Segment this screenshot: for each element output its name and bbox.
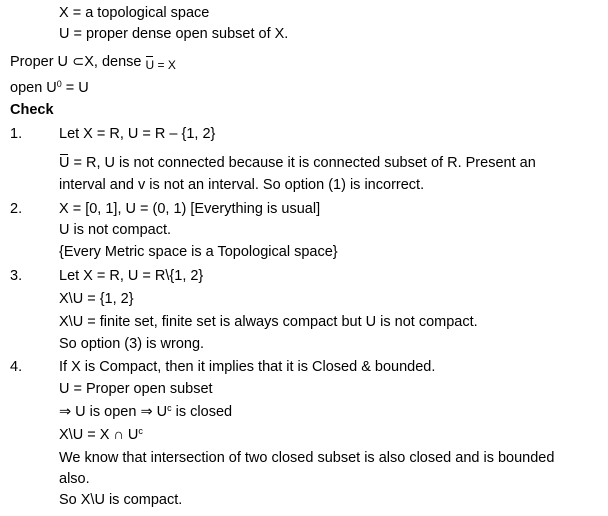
open-suffix: = U bbox=[61, 80, 89, 96]
item-1-number: 1. bbox=[10, 126, 23, 142]
item-4-line-4-sup: c bbox=[138, 426, 143, 436]
item-4-line-6: also. bbox=[59, 471, 90, 487]
item-1-paragraph-line-2: interval and v is not an interval. So option (1) is incorrect. bbox=[59, 177, 425, 193]
item-3-line-1: Let X = R, U = R\{1, 2} bbox=[59, 268, 204, 284]
item-2-number: 2. bbox=[10, 201, 23, 217]
proper-prefix: Proper U bbox=[10, 54, 73, 70]
item-1-paragraph-line-1 bbox=[59, 154, 595, 172]
item-3-line-2: X\U = {1, 2} bbox=[59, 291, 134, 307]
item-2-line-2: U is not compact. bbox=[59, 222, 172, 238]
item-4-line-5: We know that intersection of two closed subset is also closed and is bounded bbox=[59, 450, 555, 466]
u-closure: U bbox=[145, 58, 155, 72]
item-4-line-3-b: is closed bbox=[171, 404, 233, 420]
item-3-line-3: X\U = finite set, finite set is always compact but U is not compact. bbox=[59, 314, 478, 330]
setup-line-1: X = a topological space bbox=[59, 5, 210, 21]
item-4-line-3-a: ⇒ U is open ⇒ U bbox=[59, 404, 168, 420]
open-prefix: open U bbox=[10, 80, 57, 96]
item-4-line-1: If X is Compact, then it implies that it is Closed & bounded. bbox=[59, 359, 436, 375]
item-1-line-1: Let X = R, U = R – {1, 2} bbox=[59, 126, 216, 142]
item-4-line-4 bbox=[59, 426, 143, 444]
open-interior-line bbox=[10, 79, 89, 97]
item-4-number: 4. bbox=[10, 359, 23, 375]
item-3-number: 3. bbox=[10, 268, 23, 284]
item-4-line-4-a: X\U = X ∩ U bbox=[59, 427, 139, 443]
check-heading: Check bbox=[10, 102, 54, 118]
item-2-line-1: X = [0, 1], U = (0, 1) [Everything is usual] bbox=[59, 201, 321, 217]
item-4-line-7: So X\U is compact. bbox=[59, 492, 183, 508]
interior-sup: 0 bbox=[56, 79, 62, 89]
item-1-u-closure: U bbox=[59, 155, 70, 171]
item-1-para-rest: = R, U is not connected because it is connected subset of R. Present an bbox=[69, 155, 536, 171]
proper-dense-line bbox=[10, 53, 176, 71]
proper-mid: X, dense bbox=[84, 54, 146, 70]
item-4-line-3 bbox=[59, 403, 232, 421]
closure-equals: = X bbox=[154, 58, 176, 72]
item-4-line-2: U = Proper open subset bbox=[59, 381, 213, 397]
item-3-line-4: So option (3) is wrong. bbox=[59, 336, 205, 352]
setup-line-2: U = proper dense open subset of X. bbox=[59, 26, 289, 42]
subset-symbol: ⊂ bbox=[72, 54, 85, 70]
item-4-line-3-sup: c bbox=[167, 403, 172, 413]
item-2-line-3: {Every Metric space is a Topological space} bbox=[59, 244, 338, 260]
